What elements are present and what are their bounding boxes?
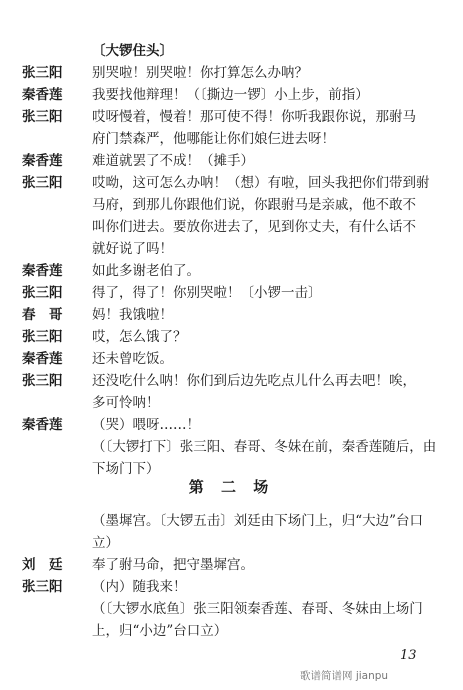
- dialogue-line: [0, 370, 463, 392]
- dialogue-text: 还未曾吃饭。: [92, 351, 173, 367]
- speaker-name: 张三阳: [22, 329, 63, 345]
- dialogue-text: 马府，到那儿你跟他们说，你跟驸马是亲戚，他不敢不: [92, 197, 416, 213]
- dialogue-text: 哎，怎么饿了？: [92, 329, 187, 345]
- speaker-name: 张三阳: [22, 65, 63, 81]
- direction-text: 上，归“小边”台口立）: [92, 623, 228, 639]
- dialogue-line: [0, 304, 463, 326]
- dialogue-line: [0, 414, 463, 436]
- speaker-name: 张三阳: [22, 175, 63, 191]
- dialogue-line: [0, 62, 463, 84]
- scene-title: 第 二 场: [188, 478, 275, 496]
- direction-text: （〔大锣水底鱼〕张三阳领秦香莲、春哥、冬妹由上场门: [92, 601, 423, 617]
- dialogue-text: 我要找他辩理！（〔撕边一锣〕小上步，前指）: [92, 87, 369, 103]
- dialogue-line: [0, 260, 463, 282]
- dialogue-text: 还没吃什么呐！你们到后边先吃点儿什么再去吧！唉，: [92, 373, 416, 389]
- speaker-name: 张三阳: [22, 109, 63, 125]
- dialogue-text: 奉了驸马命，把守墨墀宫。: [92, 557, 254, 573]
- speaker-name: 张三阳: [22, 579, 63, 595]
- dialogue-text: 就好说了吗！: [92, 241, 173, 257]
- dialogue-line: [0, 172, 463, 194]
- dialogue-text: 妈！我饿啦！: [92, 307, 173, 323]
- dialogue-text: 哎呀慢着，慢着！那可使不得！你听我跟你说，那驸马: [92, 109, 416, 125]
- dialogue-line: [0, 554, 463, 576]
- dialogue-continuation: [0, 194, 463, 216]
- dialogue-line: [0, 106, 463, 128]
- dialogue-text: （内）随我来！: [92, 579, 187, 595]
- speaker-name: 秦香莲: [22, 153, 63, 169]
- speaker-name: 张三阳: [22, 285, 63, 301]
- dialogue-continuation: [0, 238, 463, 260]
- dialogue-line: [0, 576, 463, 598]
- dialogue-continuation: [0, 392, 463, 414]
- stage-direction: [0, 620, 463, 642]
- dialogue-text: 得了，得了！你别哭啦！〔小锣一击〕: [92, 285, 322, 301]
- direction-text: 下场门下）: [92, 461, 160, 477]
- stage-direction: [0, 532, 463, 554]
- speaker-name: 春 哥: [22, 307, 63, 323]
- dialogue-text: 别哭啦！别哭啦！你打算怎么办呐？: [92, 65, 308, 81]
- watermark: 歌谱简谱网 jianpu: [300, 670, 389, 682]
- dialogue-text: 多可怜呐！: [92, 395, 160, 411]
- stage-direction: [0, 436, 463, 458]
- direction-text: （〔大锣打下〕张三阳、春哥、冬妹在前，秦香莲随后，由: [92, 439, 437, 455]
- stage-direction: [0, 40, 463, 62]
- dialogue-text: 哎呦，这可怎么办呐！（想）有啦，回头我把你们带到驸: [92, 175, 430, 191]
- dialogue-line: [0, 282, 463, 304]
- dialogue-text: 难道就罢了不成！（摊手）: [92, 153, 254, 169]
- dialogue-text: 叫你们进去。要放你进去了，见到你丈夫，有什么话不: [92, 219, 416, 235]
- stage-direction: [0, 510, 463, 532]
- dialogue-line: [0, 150, 463, 172]
- dialogue-line: [0, 84, 463, 106]
- direction-text: 〔大锣住头〕: [92, 43, 173, 59]
- dialogue-line: [0, 326, 463, 348]
- dialogue-line: [0, 348, 463, 370]
- dialogue-text: 府门禁森严，他哪能让你们娘仨进去呀！: [92, 131, 335, 147]
- speaker-name: 张三阳: [22, 373, 63, 389]
- speaker-name: 秦香莲: [22, 263, 63, 279]
- page-number: 13: [400, 648, 417, 663]
- stage-direction: [0, 598, 463, 620]
- dialogue-continuation: [0, 216, 463, 238]
- speaker-name: 秦香莲: [22, 417, 63, 433]
- dialogue-continuation: [0, 128, 463, 150]
- direction-text: 立）: [92, 535, 119, 551]
- speaker-name: 刘 廷: [22, 557, 63, 573]
- speaker-name: 秦香莲: [22, 351, 63, 367]
- speaker-name: 秦香莲: [22, 87, 63, 103]
- dialogue-text: （哭）喂呀……！: [92, 417, 200, 433]
- direction-text: （墨墀宫。〔大锣五击〕刘廷由下场门上，归“大边”台口: [92, 513, 424, 529]
- dialogue-text: 如此多谢老伯了。: [92, 263, 200, 279]
